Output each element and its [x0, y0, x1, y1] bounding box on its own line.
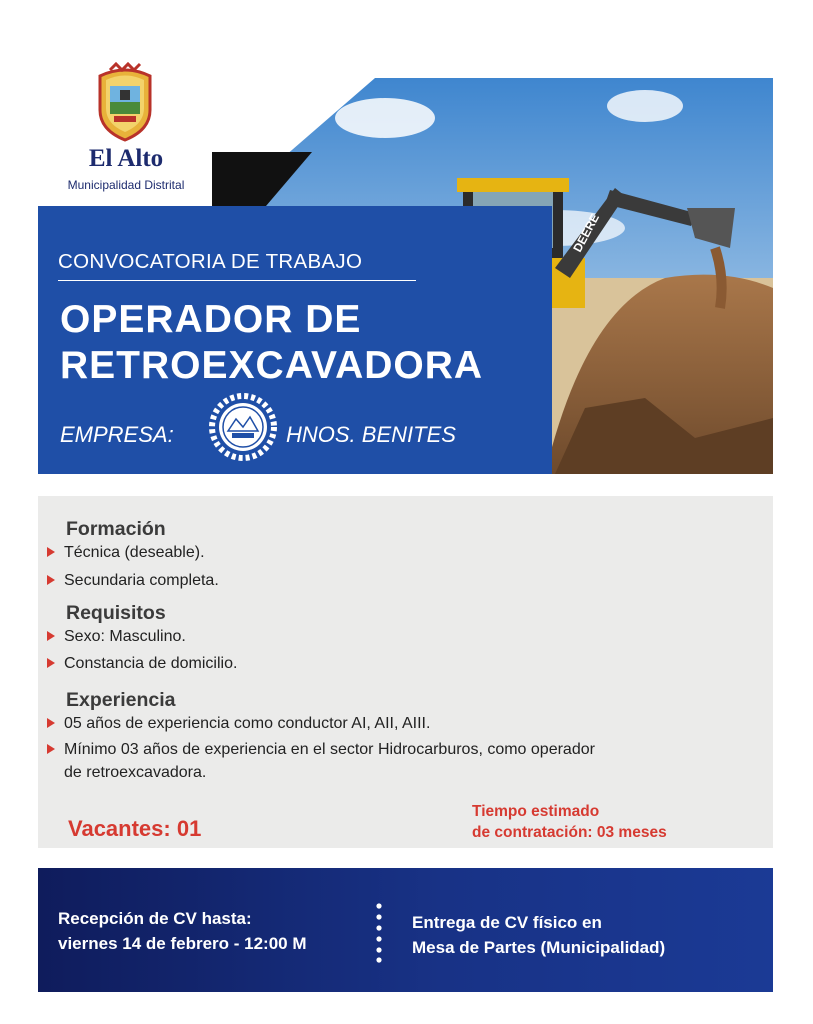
contract-duration-line2: de contratación: 03 meses: [472, 824, 667, 841]
vertical-dots-icon: [374, 902, 384, 964]
cv-deadline: [58, 906, 307, 956]
section-heading-experiencia: Experiencia: [66, 689, 176, 711]
list-item: Sexo: Masculino.: [64, 628, 186, 645]
job-title-line1: OPERADOR DE: [60, 298, 362, 341]
brand-title: El Alto: [88, 145, 164, 172]
cv-deadline-line1: Recepción de CV hasta:: [58, 909, 252, 928]
machine-brand-label: DEERE: [570, 211, 603, 255]
bullet-triangle-icon: [47, 547, 55, 557]
cv-delivery: [412, 910, 665, 960]
list-item: 05 años de experiencia como conductor AI, AII, AIII.: [64, 715, 431, 732]
bullet-triangle-icon: [47, 658, 55, 668]
vacancies-count: Vacantes: 01: [68, 816, 202, 841]
list-item: Secundaria completa.: [64, 572, 219, 589]
bullet-triangle-icon: [47, 718, 55, 728]
list-item: Constancia de domicilio.: [64, 655, 238, 672]
cv-deadline-line2: viernes 14 de febrero - 12:00 M: [58, 934, 307, 953]
list-item-continuation: de retroexcavadora.: [64, 764, 207, 781]
contract-duration-line1: Tiempo estimado: [472, 803, 600, 820]
job-title-line2: RETROEXCAVADORA: [60, 344, 484, 387]
list-item: Mínimo 03 años de experiencia en el sector Hidrocarburos, como operador: [64, 741, 595, 758]
municipal-crest-icon: [92, 62, 158, 142]
empresa-label: EMPRESA:: [60, 422, 174, 447]
contract-duration: [472, 801, 667, 843]
list-item: Técnica (deseable).: [64, 544, 205, 561]
decorative-black-shape: [212, 152, 312, 206]
section-heading-formacion: Formación: [66, 518, 166, 540]
cv-delivery-line1: Entrega de CV físico en: [412, 913, 602, 932]
brand-subtitle: Municipalidad Distrital: [67, 178, 185, 192]
kicker-underline: [58, 280, 416, 281]
bullet-triangle-icon: [47, 575, 55, 585]
call-kicker: CONVOCATORIA DE TRABAJO: [58, 250, 363, 273]
cv-delivery-line2: Mesa de Partes (Municipalidad): [412, 938, 666, 957]
company-name: HNOS. BENITES: [286, 422, 456, 447]
bullet-triangle-icon: [47, 631, 55, 641]
company-gear-logo-icon: [208, 393, 278, 461]
bullet-triangle-icon: [47, 744, 55, 754]
section-heading-requisitos: Requisitos: [66, 602, 166, 624]
